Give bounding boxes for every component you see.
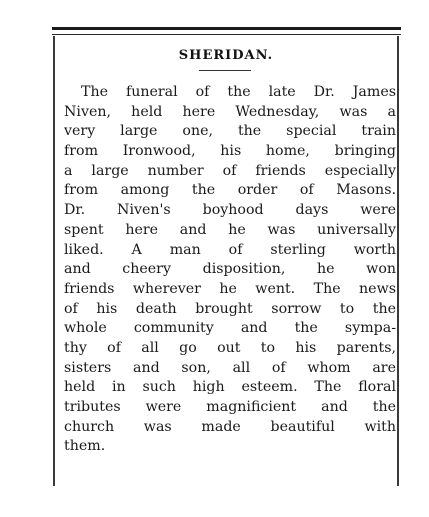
article-line: Niven, held here Wednesday, was a xyxy=(64,103,396,120)
article-line: friends wherever he went. The news xyxy=(64,280,396,297)
article-line: Dr. Niven's boyhood days were xyxy=(64,202,396,219)
article-line: and cheery disposition, he won xyxy=(64,261,396,278)
article-line: from among the order of Masons. xyxy=(64,182,396,199)
right-column-rule xyxy=(397,36,399,486)
left-column-rule xyxy=(53,36,55,486)
article-line: spent here and he was universally xyxy=(64,221,396,238)
article-line: a large number of friends especially xyxy=(64,162,396,179)
article-line: of his death brought sorrow to the xyxy=(64,300,396,317)
top-border-thin-rule xyxy=(52,34,401,35)
headline-divider xyxy=(199,70,251,71)
article-line: held in such high esteem. The floral xyxy=(64,379,396,396)
article-line: sisters and son, all of whom are xyxy=(64,359,396,376)
article-line: whole community and the sympa- xyxy=(64,320,396,337)
article-headline: SHERIDAN. xyxy=(178,48,274,63)
article-line: liked. A man of sterling worth xyxy=(64,241,396,258)
article-line: thy of all go out to his parents, xyxy=(64,339,396,356)
article-body xyxy=(64,83,396,457)
article-line: church was made beautiful with xyxy=(64,418,396,435)
article-line: very large one, the special train xyxy=(64,123,396,140)
article-line: The funeral of the late Dr. James xyxy=(81,84,396,100)
article-line: them. xyxy=(64,438,106,455)
article-line: from Ironwood, his home, bringing xyxy=(64,143,396,160)
top-border-thick-rule xyxy=(52,27,401,30)
article-line: tributes were magnificient and the xyxy=(64,399,396,415)
